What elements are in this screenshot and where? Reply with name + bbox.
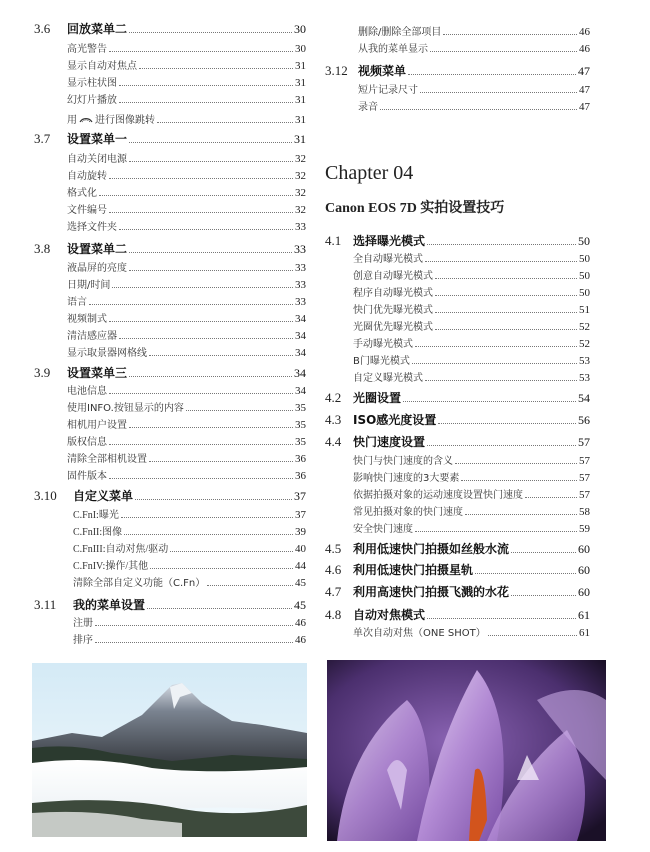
toc-section-4-7[interactable]: 4.7 利用高速快门拍摄飞溅的水花 60 [325, 584, 590, 599]
mountain-photo [32, 663, 307, 837]
toc-item[interactable]: 显示柱状图 31 [67, 77, 306, 89]
toc-section-4-6[interactable]: 4.6 利用低速快门拍摄星轨 60 [325, 562, 590, 577]
toc-item[interactable]: C.FnII:图像 39 [73, 526, 306, 538]
toc-item[interactable]: C.FnIII:自动对焦/驱动 40 [73, 543, 306, 555]
chapter-subtitle: Canon EOS 7D 实拍设置技巧 [325, 201, 505, 216]
toc-item[interactable]: 用 进行图像跳转 31 [67, 108, 306, 126]
toc-item[interactable]: 日期/时间 33 [67, 279, 306, 291]
toc-section-4-5[interactable]: 4.5 利用低速快门拍摄如丝般水流 60 [325, 541, 590, 556]
toc-item[interactable]: 清洁感应器 34 [67, 330, 306, 342]
toc-item[interactable]: 文件编号 32 [67, 204, 306, 216]
toc-item[interactable]: 自动旋转 32 [67, 170, 306, 182]
toc-item[interactable]: 注册 46 [73, 617, 306, 629]
toc-item[interactable]: 排序 46 [73, 634, 306, 646]
toc-item[interactable]: 自动关闭电源 32 [67, 153, 306, 165]
toc-item[interactable]: 显示自动对焦点 31 [67, 60, 306, 72]
toc-item[interactable]: 清除全部自定义功能（C.Fn） 45 [73, 577, 306, 589]
toc-item[interactable]: 高光警告 30 [67, 43, 306, 55]
toc-section-4-4[interactable]: 4.4 快门速度设置 57 [325, 434, 590, 449]
toc-item[interactable]: 自定义曝光模式 53 [353, 372, 590, 384]
toc-item[interactable]: C.FnI:曝光 37 [73, 509, 306, 521]
toc-item[interactable]: B门曝光模式 53 [353, 355, 590, 367]
toc-item[interactable]: 快门优先曝光模式 51 [353, 304, 590, 316]
toc-section-4-1[interactable]: 4.1 选择曝光模式 50 [325, 233, 590, 248]
toc-item[interactable]: 创意自动曝光模式 50 [353, 270, 590, 282]
toc-section-3-6[interactable]: 3.6 回放菜单二 30 [34, 21, 306, 36]
toc-item[interactable]: 幻灯片播放 31 [67, 94, 306, 106]
toc-item[interactable]: 版权信息 35 [67, 436, 306, 448]
toc-item[interactable]: 常见拍摄对象的快门速度 58 [353, 506, 590, 518]
toc-item[interactable]: 全自动曝光模式 50 [353, 253, 590, 265]
toc-item[interactable]: 程序自动曝光模式 50 [353, 287, 590, 299]
flower-photo [327, 660, 606, 841]
toc-item[interactable]: 光圈优先曝光模式 52 [353, 321, 590, 333]
toc-item[interactable]: 单次自动对焦（ONE SHOT） 61 [353, 627, 590, 639]
toc-item[interactable]: 快门与快门速度的含义 57 [353, 455, 590, 467]
toc-item[interactable]: 显示取景器网格线 34 [67, 347, 306, 359]
toc-item[interactable]: 从我的菜单显示 46 [358, 43, 590, 55]
toc-item[interactable]: 格式化 32 [67, 187, 306, 199]
toc-section-3-9[interactable]: 3.9 设置菜单三 34 [34, 365, 306, 380]
toc-section-3-8[interactable]: 3.8 设置菜单二 33 [34, 241, 306, 256]
toc-item[interactable]: 使用INFO.按钮显示的内容 35 [67, 402, 306, 414]
toc-section-3-11[interactable]: 3.11 我的菜单设置 45 [34, 597, 306, 612]
toc-section-4-3[interactable]: 4.3 ISO感光度设置 56 [325, 412, 590, 427]
toc-item[interactable]: 录音 47 [358, 101, 590, 113]
toc-section-3-10[interactable]: 3.10 自定义菜单 37 [34, 488, 306, 503]
toc-item[interactable]: 选择文件夹 33 [67, 221, 306, 233]
toc-item[interactable]: 手动曝光模式 52 [353, 338, 590, 350]
toc-item[interactable]: 清除全部相机设置 36 [67, 453, 306, 465]
toc-section-3-12[interactable]: 3.12 视频菜单 47 [325, 63, 590, 78]
toc-section-3-7[interactable]: 3.7 设置菜单一 31 [34, 131, 306, 146]
toc-item[interactable]: 语言 33 [67, 296, 306, 308]
toc-item[interactable]: 固件版本 36 [67, 470, 306, 482]
toc-item[interactable]: 相机用户设置 35 [67, 419, 306, 431]
toc-item[interactable]: 短片记录尺寸 47 [358, 84, 590, 96]
quick-control-dial-icon [78, 108, 94, 118]
toc-item[interactable]: 电池信息 34 [67, 385, 306, 397]
chapter-heading: Chapter 04 [325, 162, 414, 184]
toc-item[interactable]: 删除/删除全部项目 46 [358, 26, 590, 38]
toc-item[interactable]: C.FnIV:操作/其他 44 [73, 560, 306, 572]
toc-section-4-2[interactable]: 4.2 光圈设置 54 [325, 390, 590, 405]
toc-item[interactable]: 安全快门速度 59 [353, 523, 590, 535]
toc-item[interactable]: 依据拍摄对象的运动速度设置快门速度 57 [353, 489, 590, 501]
toc-item[interactable]: 影响快门速度的3大要素 57 [353, 472, 590, 484]
toc-section-4-8[interactable]: 4.8 自动对焦模式 61 [325, 607, 590, 622]
toc-item[interactable]: 视频制式 34 [67, 313, 306, 325]
toc-item[interactable]: 液晶屏的亮度 33 [67, 262, 306, 274]
